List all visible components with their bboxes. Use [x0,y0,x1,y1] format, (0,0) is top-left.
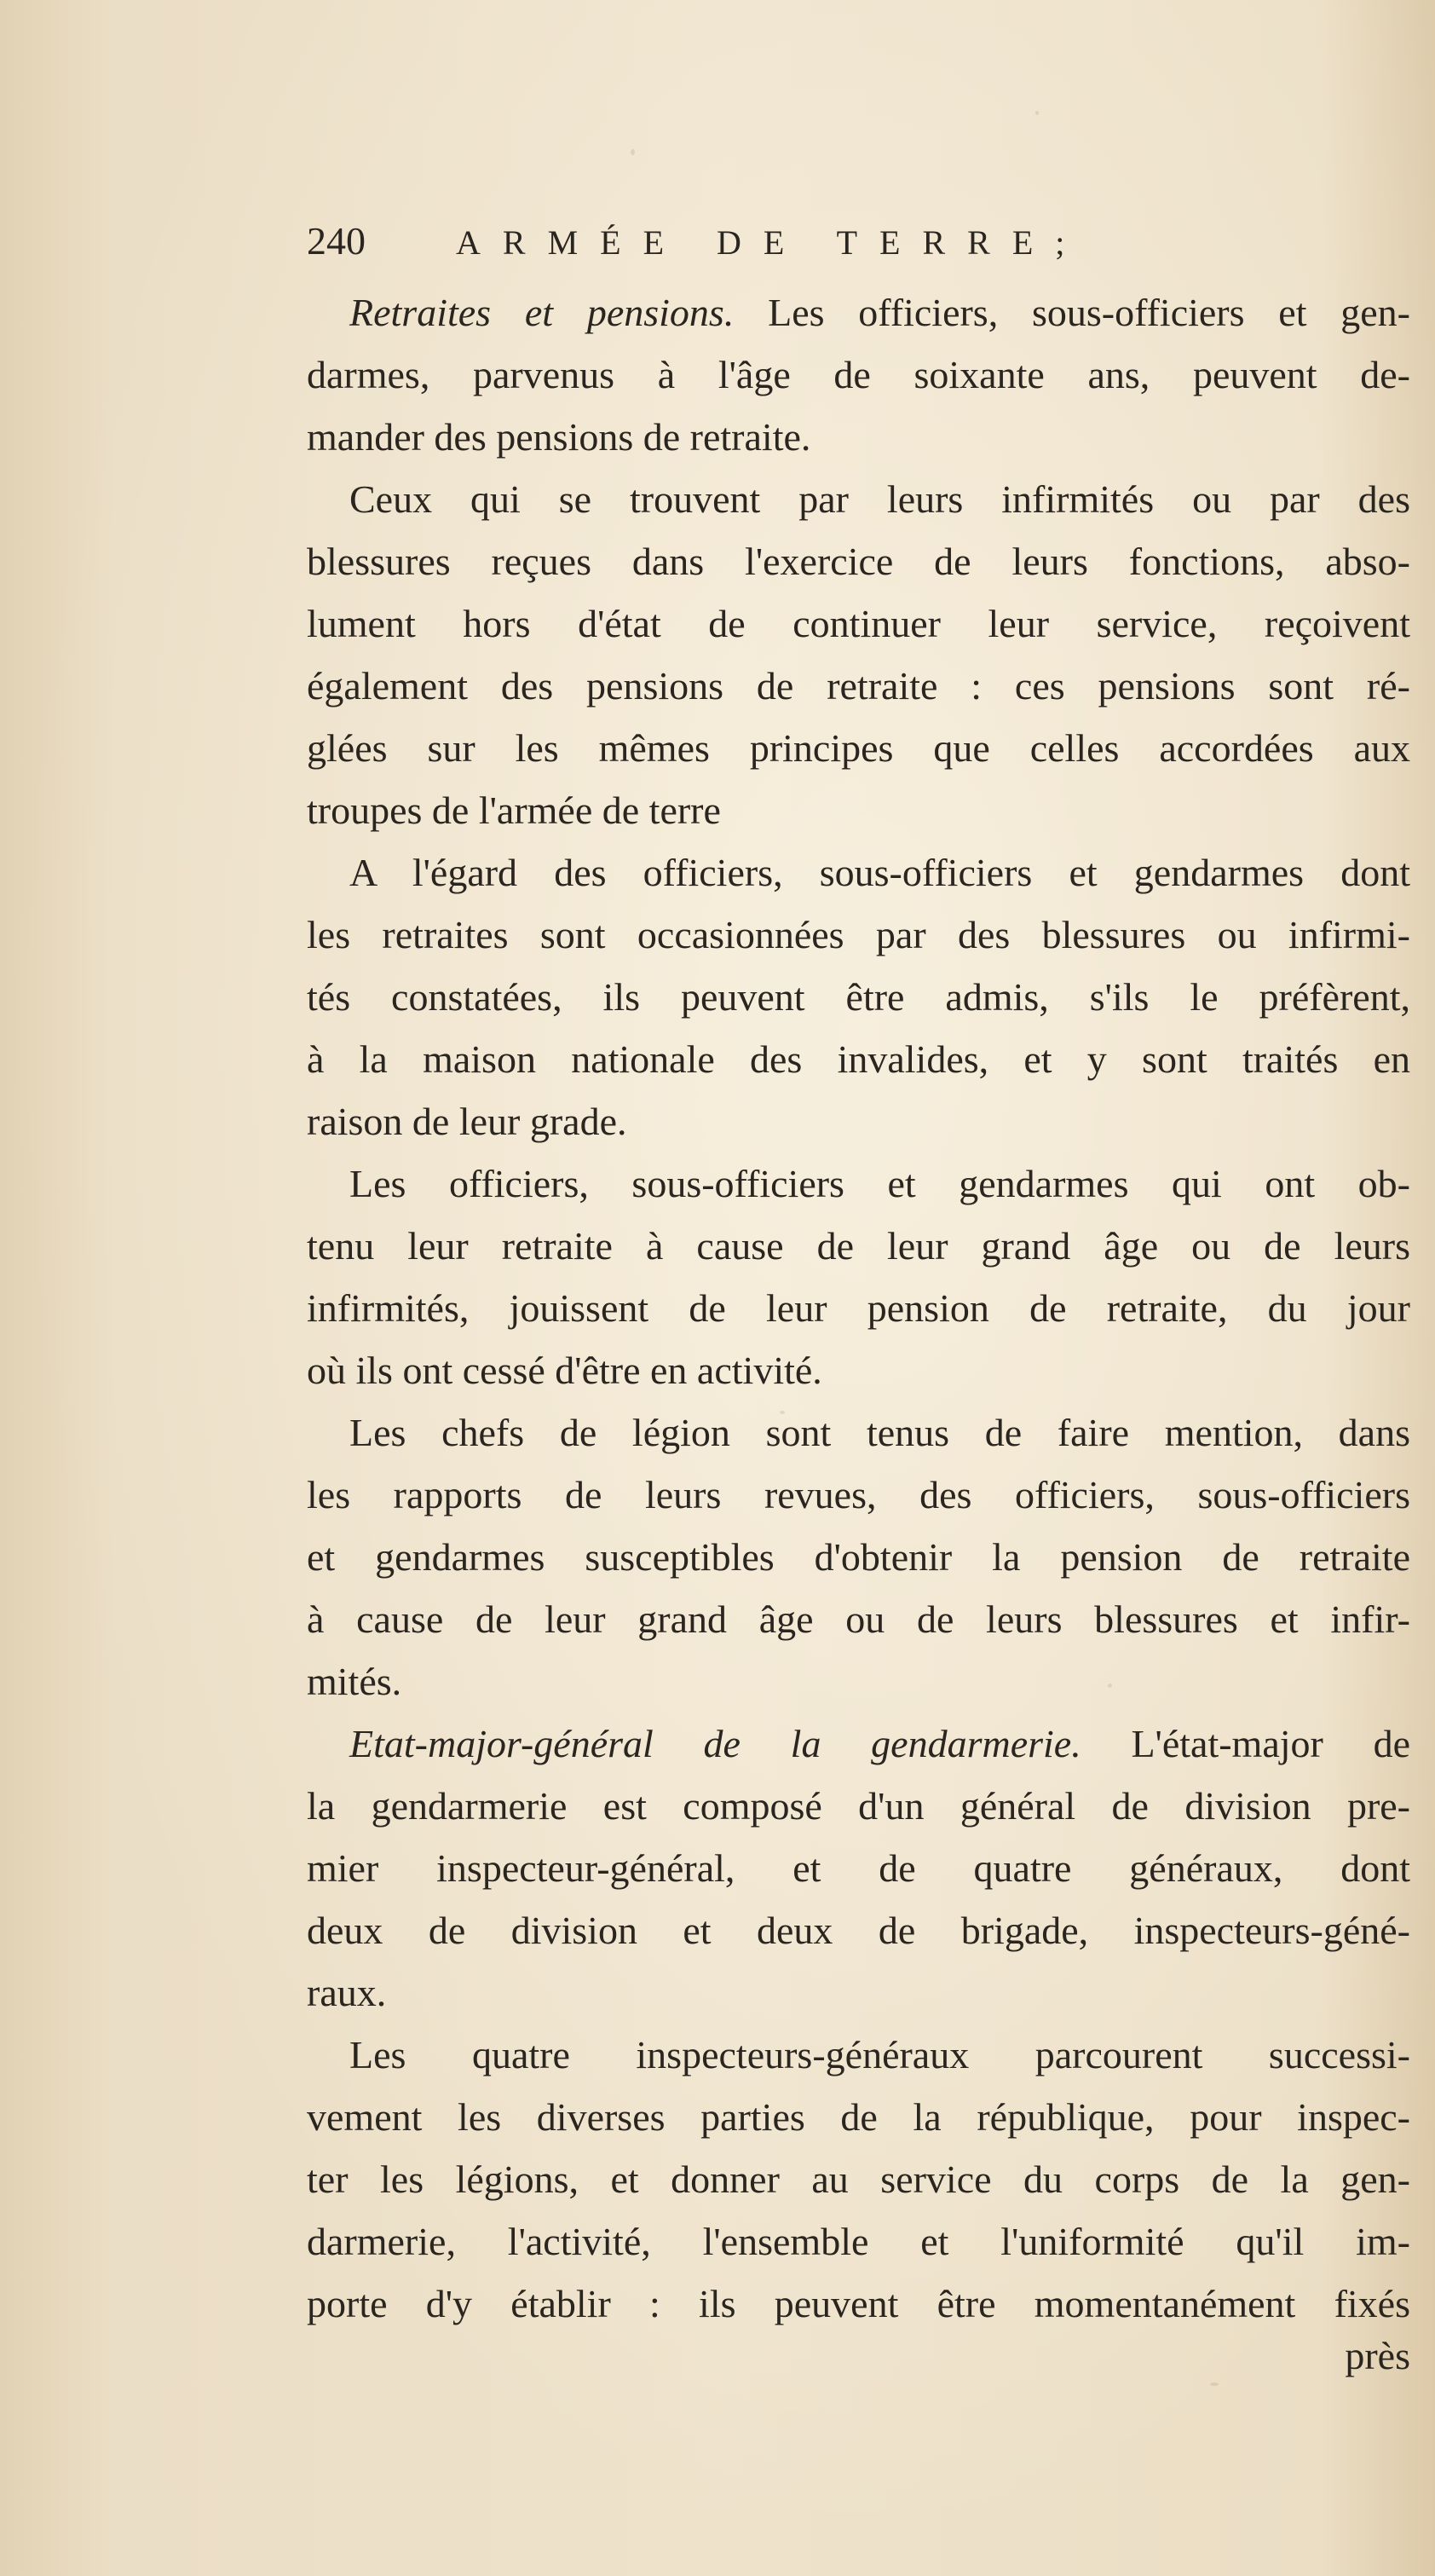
text-line: Etat-major-général de la gendarmerie. L'état-major de [349,1722,1411,1765]
foxing-spot [631,149,635,155]
text-line: la gendarmerie est composé d'un général de division pre- [307,1784,1410,1828]
text-line: les retraites sont occasionnées par des blessures ou infirmi- [307,913,1410,956]
text-line: vement les diverses parties de la république, pour inspec- [307,2095,1410,2139]
text-line: mander des pensions de retraite. [307,415,811,459]
text-line: Les chefs de légion sont tenus de faire mention, dans [349,1411,1410,1454]
text-line: infirmités, jouissent de leur pension de retraite, du jour [307,1286,1410,1330]
catchword: près [1345,2334,1410,2377]
paragraph [307,281,1410,468]
text-line: raux. [307,1971,387,2014]
paragraph [307,2024,1410,2335]
text-line: tés constatées, ils peuvent être admis, s'ils le préfèrent, [307,975,1410,1019]
text-line: Les quatre inspecteurs-généraux parcourent successi- [349,2033,1410,2076]
text-line: troupes de l'armée de terre [307,788,721,832]
text-line: également des pensions de retraite : ces pensions sont ré- [307,664,1410,708]
text-line: Les officiers, sous-officiers et gendarmes qui ont ob- [349,1162,1410,1205]
text-line: et gendarmes susceptibles d'obtenir la pension de retraite [307,1535,1410,1579]
text-line: lument hors d'état de continuer leur service, reçoivent [307,602,1410,645]
text-line: deux de division et deux de brigade, inspecteurs-géné- [307,1909,1410,1952]
page-header [307,211,1329,271]
text-line: glées sur les mêmes principes que celles accordées aux [307,726,1410,770]
paragraph [307,1401,1410,1713]
text-line: à cause de leur grand âge ou de leurs blessures et infir- [307,1597,1410,1641]
body-text [307,281,1410,2386]
foxing-spot [1035,111,1039,115]
text-line: darmes, parvenus à l'âge de soixante ans, peuvent de- [307,353,1410,396]
section-heading: Retraites et pensions. [349,291,735,334]
paragraph [307,841,1410,1152]
text-line: porte d'y établir : ils peuvent être momentanément fixés [307,2282,1410,2325]
text-line: où ils ont cessé d'être en activité. [307,1349,822,1392]
text-line: Retraites et pensions. Les officiers, sous-officiers et gen- [349,291,1411,334]
text-line: ter les légions, et donner au service du corps de la gen- [307,2157,1410,2201]
section-heading: Etat-major-général de la gendarmerie. [349,1722,1081,1765]
text-line: mier inspecteur-général, et de quatre généraux, dont [307,1846,1410,1890]
text-line: les rapports de leurs revues, des officiers, sous-officiers [307,1473,1410,1516]
page-number: 240 [307,219,366,263]
text-line: blessures reçues dans l'exercice de leurs fonctions, abso- [307,540,1410,583]
text-line: raison de leur grade. [307,1100,627,1143]
paragraph [307,1152,1410,1401]
text-line: Ceux qui se trouvent par leurs infirmités ou par des [349,477,1410,521]
text-line: darmerie, l'activité, l'ensemble et l'uniformité qu'il im- [307,2220,1410,2263]
text-line: mités. [307,1660,402,1703]
text-line: à la maison nationale des invalides, et y sont traités en [307,1037,1410,1081]
paragraph [307,1713,1410,2024]
text-line: tenu leur retraite à cause de leur grand âge ou de leurs [307,1224,1410,1268]
text-line: A l'égard des officiers, sous-officiers et gendarmes dont [349,851,1410,894]
paragraph [307,468,1410,841]
running-head: ARMÉE DE TERRE; [456,223,1087,262]
